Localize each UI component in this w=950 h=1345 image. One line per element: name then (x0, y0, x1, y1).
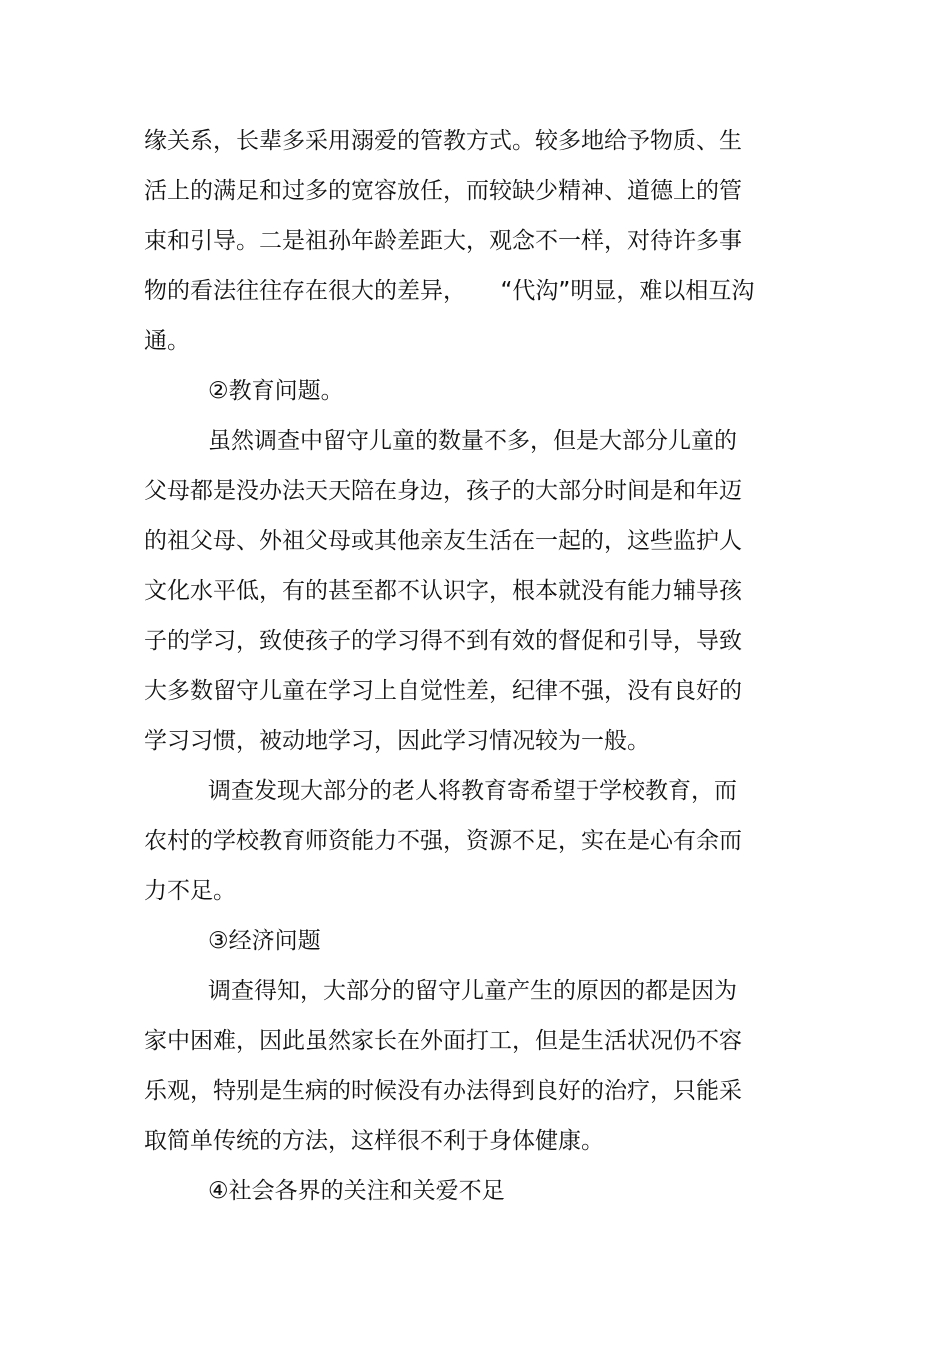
text-line: 虽然调查中留守儿童的数量不多，但是大部分儿童的 (208, 428, 737, 454)
text-line: 通。 (144, 328, 190, 354)
text-line: 取简单传统的方法，这样很不利于身体健康。 (144, 1128, 604, 1154)
section-heading: ②教育问题。 (208, 378, 344, 404)
text-line: 活上的满足和过多的宽容放任，而较缺少精神、道德上的管 (144, 178, 742, 204)
text-line: 乐观，特别是生病的时候没有办法得到良好的治疗，只能采 (144, 1078, 742, 1104)
text-line: 父母都是没办法天天陪在身边，孩子的大部分时间是和年迈 (144, 478, 742, 504)
section-heading: ③经济问题 (208, 928, 321, 954)
text-line: 家中困难，因此虽然家长在外面打工，但是生活状况仍不容 (144, 1028, 742, 1054)
text-line: 文化水平低，有的甚至都不认识字，根本就没有能力辅导孩 (144, 578, 742, 604)
text-line: 缘关系，长辈多采用溺爱的管教方式。较多地给予物质、生 (144, 128, 742, 154)
section-heading: ④社会各界的关注和关爱不足 (208, 1178, 505, 1204)
text-line: 农村的学校教育师资能力不强，资源不足，实在是心有余而 (144, 828, 742, 854)
text-line: 调查发现大部分的老人将教育寄希望于学校教育，而 (208, 778, 737, 804)
text-line: 力不足。 (144, 878, 236, 904)
text-line: 学习习惯，被动地学习，因此学习情况较为一般。 (144, 728, 650, 754)
text-line: 大多数留守儿童在学习上自觉性差，纪律不强，没有良好的 (144, 678, 742, 704)
text-line: 束和引导。二是祖孙年龄差距大，观念不一样，对待许多事 (144, 228, 742, 254)
text-line: 子的学习，致使孩子的学习得不到有效的督促和引导，导致 (144, 628, 742, 654)
text-line: 调查得知，大部分的留守儿童产生的原因的都是因为 (208, 978, 737, 1004)
text-line: 物的看法往往存在很大的差异， “代沟”明显，难以相互沟 (144, 278, 755, 304)
text-line: 的祖父母、外祖父母或其他亲友生活在一起的，这些监护人 (144, 528, 742, 554)
